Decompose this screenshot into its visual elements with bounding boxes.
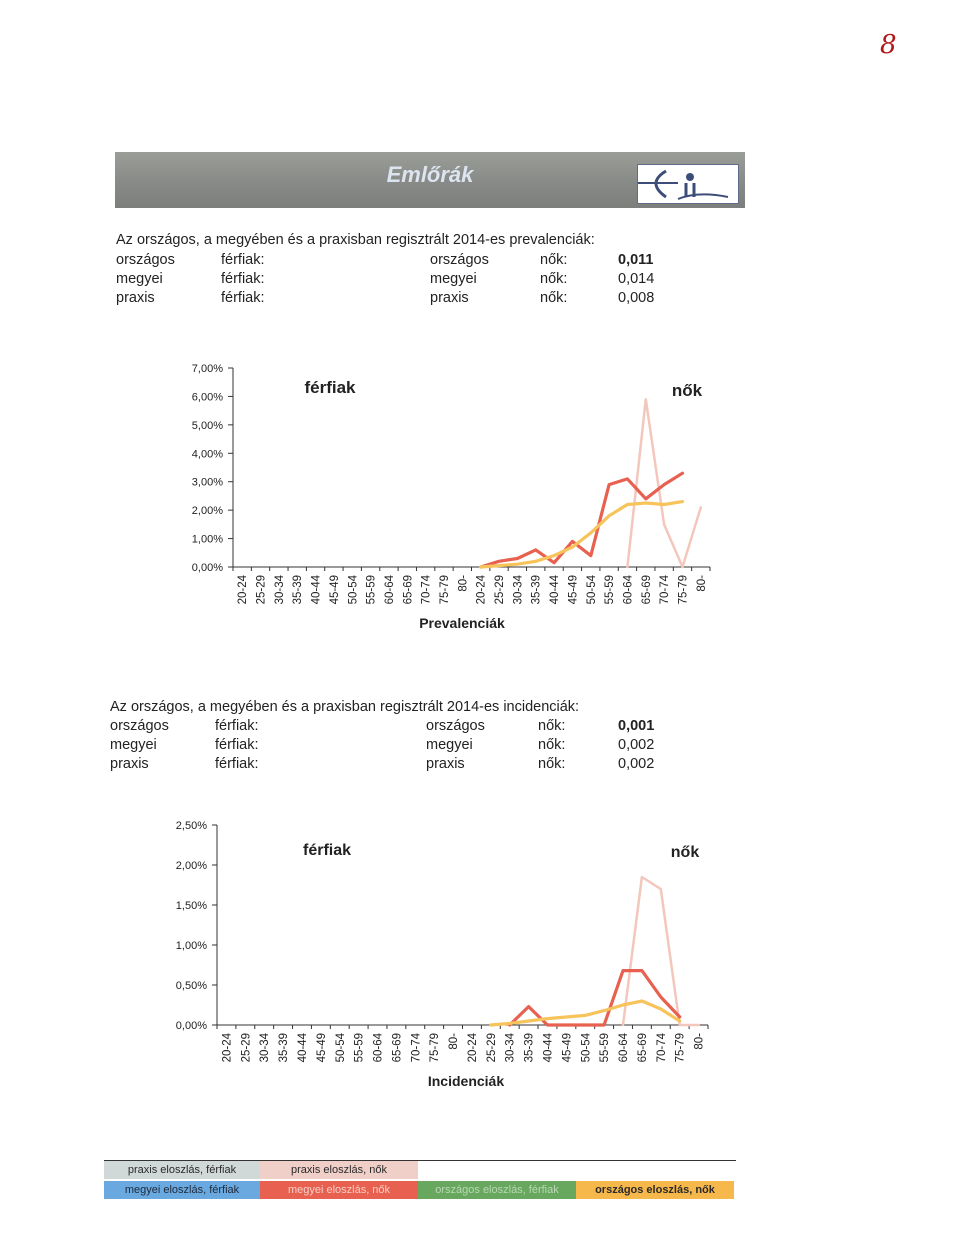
legend-orszagos-nok: országos eloszlás, nők bbox=[576, 1181, 734, 1199]
x-tick-label: 50-54 bbox=[585, 575, 598, 605]
group-label-ferfiak: férfiak bbox=[302, 842, 352, 859]
legend-praxis-ferfiak: praxis eloszlás, férfiak bbox=[104, 1161, 260, 1179]
x-tick-label: 80- bbox=[448, 1033, 461, 1050]
x-tick-label: 60-64 bbox=[622, 575, 635, 605]
y-tick-label: 2,00% bbox=[191, 505, 223, 518]
prevalence-row-orszagos: országos férfiak: országos nők: 0,011 bbox=[116, 252, 654, 268]
x-tick-label: 75-79 bbox=[429, 1033, 442, 1063]
group-label-nok: nők bbox=[671, 381, 703, 400]
x-tick-label: 60-64 bbox=[372, 1033, 385, 1063]
x-tick-label: 35-39 bbox=[530, 575, 543, 605]
x-tick-label: 80- bbox=[457, 575, 470, 592]
x-tick-label: 20-24 bbox=[237, 575, 250, 605]
x-tick-label: 25-29 bbox=[240, 1033, 253, 1063]
x-tick-label: 35-39 bbox=[278, 1033, 291, 1063]
prevalence-row-megyei: megyei férfiak: megyei nők: 0,014 bbox=[116, 271, 655, 287]
x-tick-label: 65-69 bbox=[391, 1033, 404, 1063]
x-tick-label: 35-39 bbox=[523, 1033, 536, 1063]
x-tick-label: 20-24 bbox=[221, 1033, 234, 1063]
y-tick-label: 1,50% bbox=[175, 900, 207, 912]
x-tick-label: 70-74 bbox=[410, 1033, 423, 1063]
x-tick-label: 50-54 bbox=[580, 1033, 593, 1063]
page-number-mark: 8 bbox=[880, 30, 897, 60]
x-tick-label: 50-54 bbox=[334, 1033, 347, 1063]
x-tick-label: 45-49 bbox=[561, 1033, 574, 1063]
series-line-2 bbox=[491, 1001, 680, 1025]
x-tick-label: 30-34 bbox=[273, 575, 286, 605]
incidence-row-orszagos: országos férfiak: országos nők: 0,001 bbox=[110, 718, 655, 734]
y-tick-label: 6,00% bbox=[191, 391, 223, 404]
x-tick-label: 75-79 bbox=[674, 1033, 687, 1063]
x-tick-label: 40-44 bbox=[549, 575, 562, 605]
chart-title: Incidenciák bbox=[427, 1073, 505, 1089]
x-tick-label: 45-49 bbox=[315, 1033, 328, 1063]
x-tick-label: 45-49 bbox=[567, 575, 580, 605]
x-tick-label: 25-29 bbox=[255, 575, 268, 605]
x-tick-label: 70-74 bbox=[655, 1033, 668, 1063]
x-tick-label: 75-79 bbox=[677, 575, 690, 605]
x-tick-label: 80- bbox=[693, 1033, 706, 1050]
prevalence-heading: Az országos, a megyében és a praxisban regisztrált 2014-es prevalenciák: bbox=[116, 232, 595, 248]
x-tick-label: 40-44 bbox=[542, 1033, 555, 1063]
y-tick-label: 0,00% bbox=[191, 562, 223, 574]
x-tick-label: 80- bbox=[695, 575, 708, 592]
x-tick-label: 25-29 bbox=[494, 575, 507, 605]
x-tick-label: 30-34 bbox=[504, 1033, 517, 1063]
x-tick-label: 55-59 bbox=[353, 1033, 366, 1063]
group-label-nok: nők bbox=[670, 844, 700, 861]
x-tick-label: 75-79 bbox=[438, 575, 451, 605]
x-tick-label: 55-59 bbox=[604, 575, 617, 605]
y-tick-label: 2,00% bbox=[175, 860, 207, 872]
x-tick-label: 40-44 bbox=[310, 575, 323, 605]
legend-megyei-ferfiak: megyei eloszlás, férfiak bbox=[104, 1181, 260, 1199]
x-tick-label: 20-24 bbox=[466, 1033, 479, 1063]
incidence-heading: Az országos, a megyében és a praxisban regisztrált 2014-es incidenciák: bbox=[110, 699, 580, 715]
y-tick-label: 0,50% bbox=[175, 980, 207, 992]
incidence-row-megyei: megyei férfiak: megyei nők: 0,002 bbox=[110, 737, 655, 753]
x-tick-label: 40-44 bbox=[296, 1033, 309, 1063]
y-tick-label: 2,50% bbox=[175, 820, 207, 832]
y-tick-label: 1,00% bbox=[191, 533, 223, 546]
x-tick-label: 55-59 bbox=[365, 575, 378, 605]
x-tick-label: 35-39 bbox=[292, 575, 305, 605]
x-tick-label: 65-69 bbox=[640, 575, 653, 605]
x-tick-label: 70-74 bbox=[420, 575, 433, 605]
x-tick-label: 65-69 bbox=[636, 1033, 649, 1063]
legend-praxis-nok: praxis eloszlás, nők bbox=[260, 1161, 418, 1179]
group-label-ferfiak: férfiak bbox=[304, 378, 356, 397]
y-tick-label: 4,00% bbox=[191, 448, 223, 461]
legend-orszagos-ferfiak: országos eloszlás, férfiak bbox=[418, 1181, 576, 1199]
x-tick-label: 70-74 bbox=[659, 575, 672, 605]
y-tick-label: 1,00% bbox=[175, 940, 207, 952]
x-tick-label: 25-29 bbox=[485, 1033, 498, 1063]
x-tick-label: 30-34 bbox=[259, 1033, 272, 1063]
y-tick-label: 7,00% bbox=[191, 363, 223, 375]
chart-title: Prevalenciák bbox=[419, 615, 505, 631]
chart-legend bbox=[104, 1160, 736, 1201]
x-tick-label: 55-59 bbox=[599, 1033, 612, 1063]
x-tick-label: 20-24 bbox=[475, 575, 488, 605]
y-tick-label: 3,00% bbox=[191, 476, 223, 489]
incidence-row-praxis: praxis férfiak: praxis nők: 0,002 bbox=[110, 756, 655, 772]
x-tick-label: 50-54 bbox=[347, 575, 360, 605]
banner-title: Emlőrák bbox=[386, 162, 474, 187]
prevalence-row-praxis: praxis férfiak: praxis nők: 0,008 bbox=[116, 290, 655, 306]
x-tick-label: 65-69 bbox=[402, 575, 415, 605]
y-tick-label: 5,00% bbox=[191, 419, 223, 432]
legend-megyei-nok: megyei eloszlás, nők bbox=[260, 1181, 418, 1199]
series-line-1 bbox=[510, 971, 680, 1025]
x-tick-label: 60-64 bbox=[383, 575, 396, 605]
x-tick-label: 30-34 bbox=[512, 575, 525, 605]
x-tick-label: 60-64 bbox=[618, 1033, 631, 1063]
y-tick-label: 0,00% bbox=[175, 1020, 207, 1032]
x-tick-label: 45-49 bbox=[328, 575, 341, 605]
